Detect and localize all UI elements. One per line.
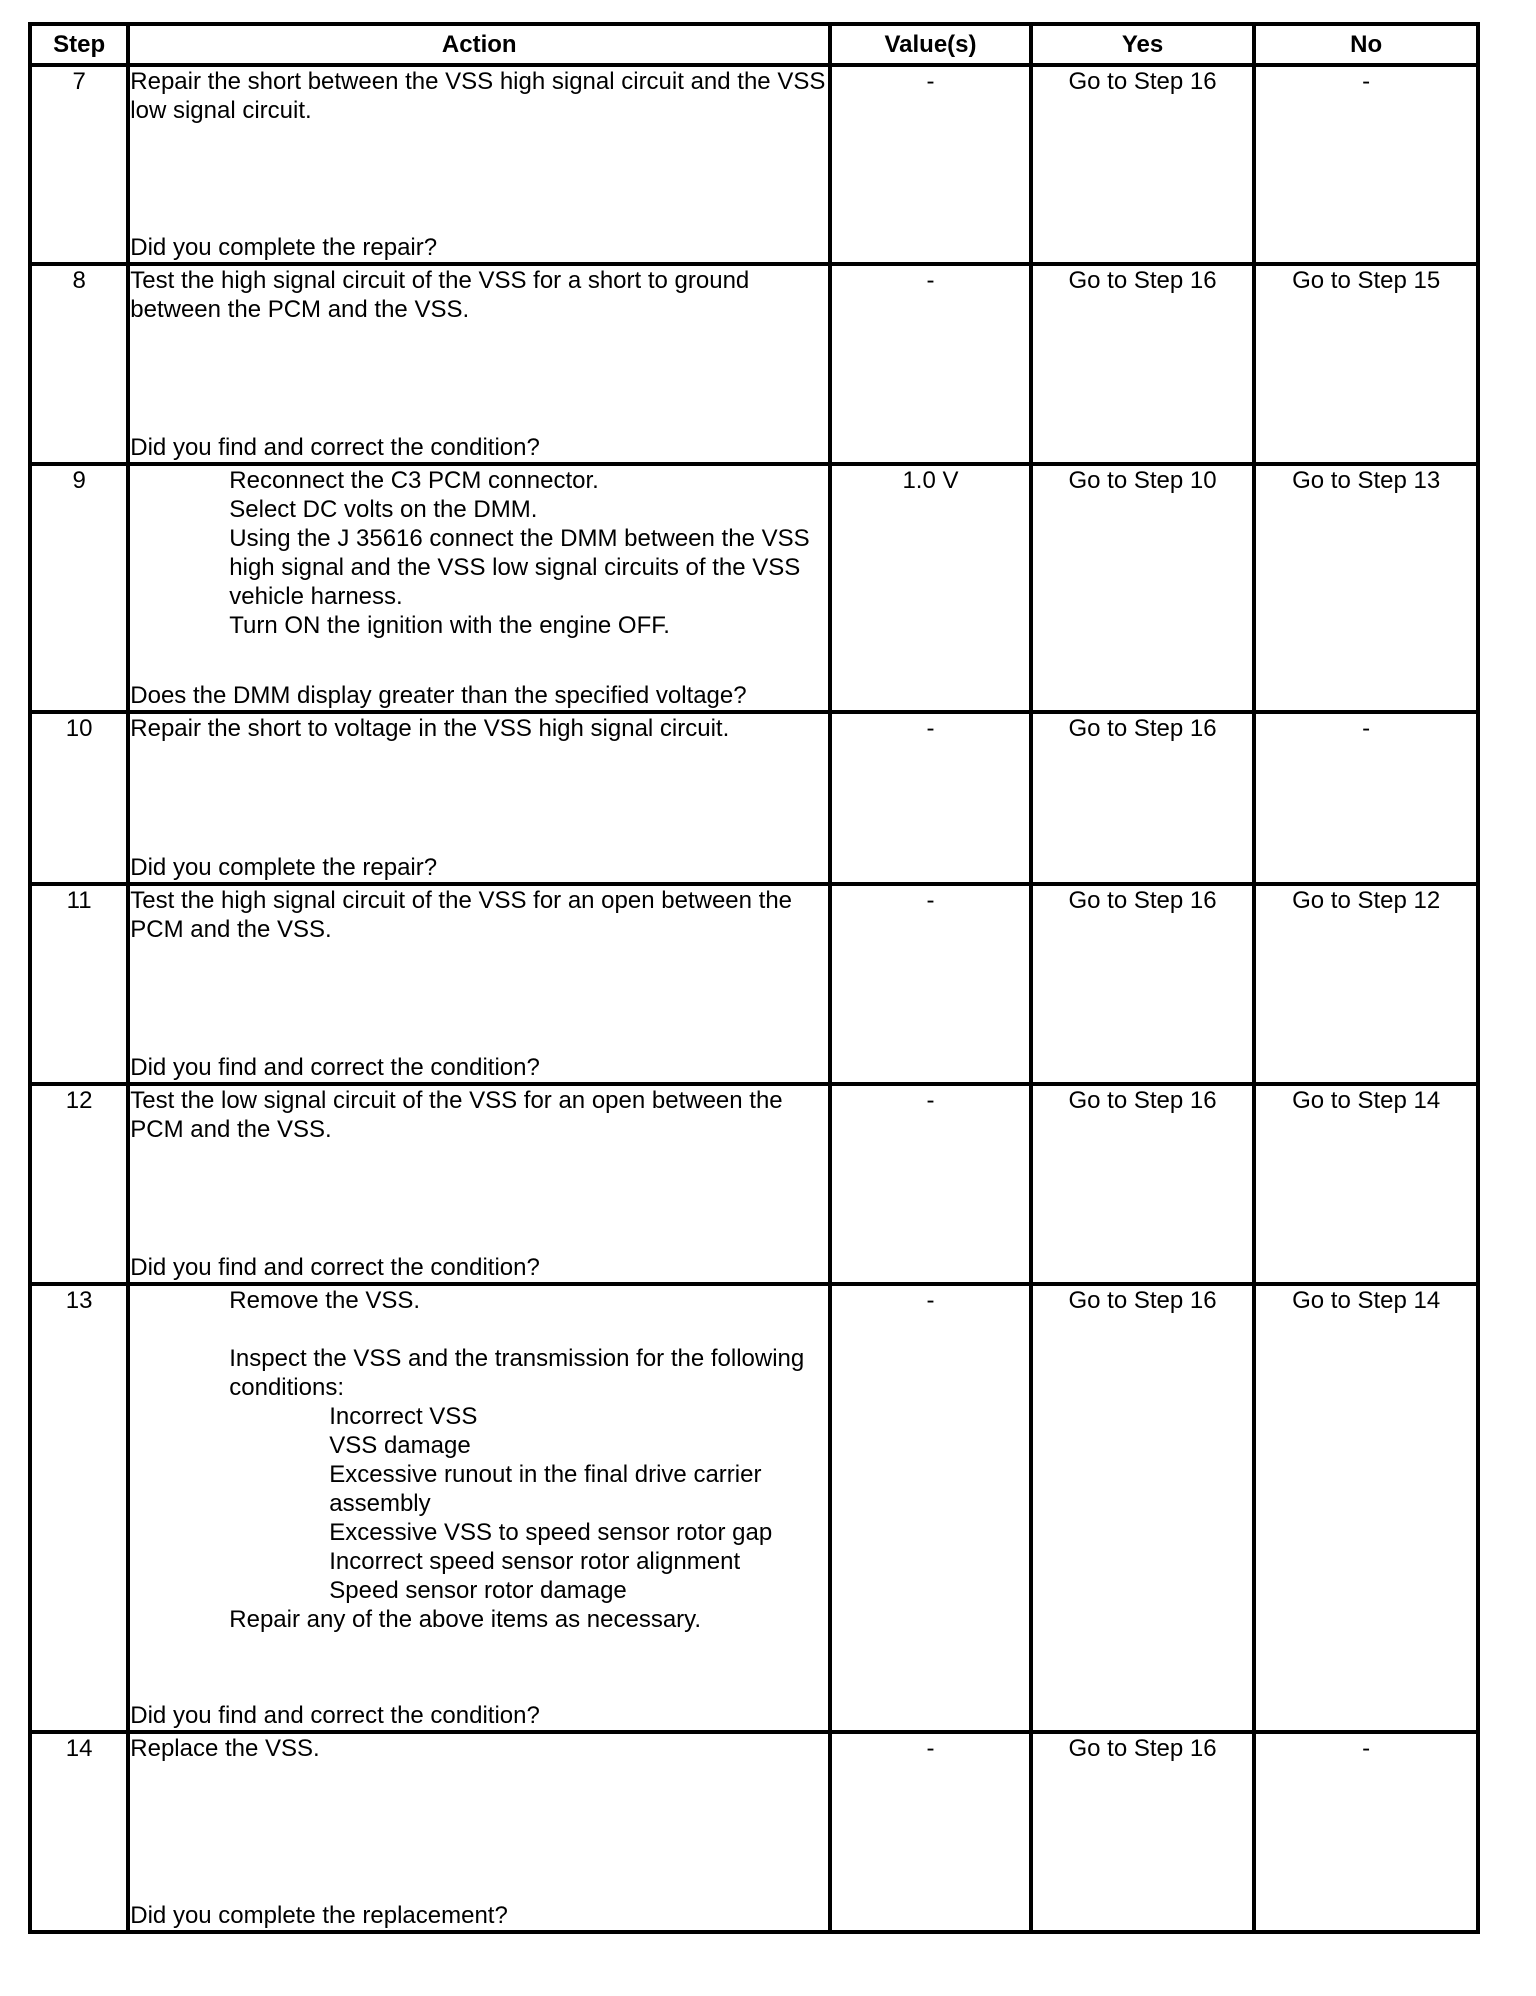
header-values: Value(s) [830,24,1031,65]
action-cell [128,1084,830,1284]
value-cell: - [830,1084,1031,1284]
action-line: Remove the VSS. [229,1287,421,1314]
action-line: Select DC volts on the DMM. [229,496,538,523]
action-line: Turn ON the ignition with the engine OFF. [229,612,670,639]
action-line: Repair the short to voltage in the VSS high signal circuit. [130,715,730,742]
action-cell [128,464,830,712]
no-cell: - [1254,65,1478,264]
table-row [30,1084,1478,1284]
action-line: Test the low signal circuit of the VSS for an open between the PCM and the VSS. [130,1087,783,1143]
condition-item: Excessive VSS to speed sensor rotor gap [329,1519,773,1546]
action-question: Did you complete the replacement? [130,1902,508,1929]
value-cell: - [830,1284,1031,1732]
step-number: 10 [30,712,128,884]
no-cell: Go to Step 14 [1254,1084,1478,1284]
value-cell: - [830,1732,1031,1932]
yes-cell: Go to Step 16 [1031,1284,1255,1732]
action-question: Does the DMM display greater than the specified voltage? [130,682,747,709]
yes-cell: Go to Step 10 [1031,464,1255,712]
action-question: Did you find and correct the condition? [130,1702,540,1729]
table-row [30,464,1478,712]
action-cell [128,1732,830,1932]
no-cell: Go to Step 14 [1254,1284,1478,1732]
diagnostic-table [28,22,1480,1934]
header-row [30,24,1478,65]
action-line: Test the high signal circuit of the VSS for a short to ground between the PCM and the VSS. [130,267,750,323]
action-line: Inspect the VSS and the transmission for the following conditions: [229,1345,805,1401]
condition-item: VSS damage [329,1432,471,1459]
action-line: Repair any of the above items as necessary. [229,1606,702,1633]
step-number: 14 [30,1732,128,1932]
yes-cell: Go to Step 16 [1031,65,1255,264]
action-cell [128,1284,830,1732]
table-row [30,1732,1478,1932]
value-cell: - [830,884,1031,1084]
step-number: 8 [30,264,128,464]
yes-cell: Go to Step 16 [1031,712,1255,884]
yes-cell: Go to Step 16 [1031,1084,1255,1284]
header-step: Step [30,24,128,65]
table-row [30,65,1478,264]
step-number: 12 [30,1084,128,1284]
action-line: Repair the short between the VSS high signal circuit and the VSS low signal circuit. [130,68,826,124]
condition-item: Incorrect speed sensor rotor alignment [329,1548,741,1575]
action-line: Replace the VSS. [130,1735,320,1762]
step-number: 13 [30,1284,128,1732]
header-action: Action [128,24,830,65]
action-cell [128,65,830,264]
no-cell: Go to Step 13 [1254,464,1478,712]
no-cell: Go to Step 15 [1254,264,1478,464]
action-question: Did you find and correct the condition? [130,434,540,461]
no-cell: - [1254,712,1478,884]
action-cell [128,884,830,1084]
action-question: Did you find and correct the condition? [130,1054,540,1081]
action-line: Using the J 35616 connect the DMM between the VSS high signal and the VSS low signal circuits of the VSS vehicle harness. [229,525,810,610]
value-cell: - [830,712,1031,884]
condition-item: Incorrect VSS [329,1403,478,1430]
value-cell: - [830,65,1031,264]
table-row [30,884,1478,1084]
action-cell [128,712,830,884]
action-line: Test the high signal circuit of the VSS for an open between the PCM and the VSS. [130,887,793,943]
action-cell [128,264,830,464]
table-row [30,1284,1478,1732]
header-no: No [1254,24,1478,65]
header-yes: Yes [1031,24,1255,65]
action-line: Reconnect the C3 PCM connector. [229,467,599,494]
action-question: Did you complete the repair? [130,854,438,881]
yes-cell: Go to Step 16 [1031,1732,1255,1932]
step-number: 7 [30,65,128,264]
no-cell: - [1254,1732,1478,1932]
action-question: Did you find and correct the condition? [130,1254,540,1281]
action-question: Did you complete the repair? [130,234,438,261]
no-cell: Go to Step 12 [1254,884,1478,1084]
step-number: 11 [30,884,128,1084]
table-row [30,264,1478,464]
condition-item: Speed sensor rotor damage [329,1577,627,1604]
yes-cell: Go to Step 16 [1031,264,1255,464]
blank-line [130,1315,828,1344]
condition-item: Excessive runout in the final drive carrier assembly [329,1461,762,1517]
step-number: 9 [30,464,128,712]
value-cell: - [830,264,1031,464]
yes-cell: Go to Step 16 [1031,884,1255,1084]
value-cell: 1.0 V [830,464,1031,712]
table-row [30,712,1478,884]
